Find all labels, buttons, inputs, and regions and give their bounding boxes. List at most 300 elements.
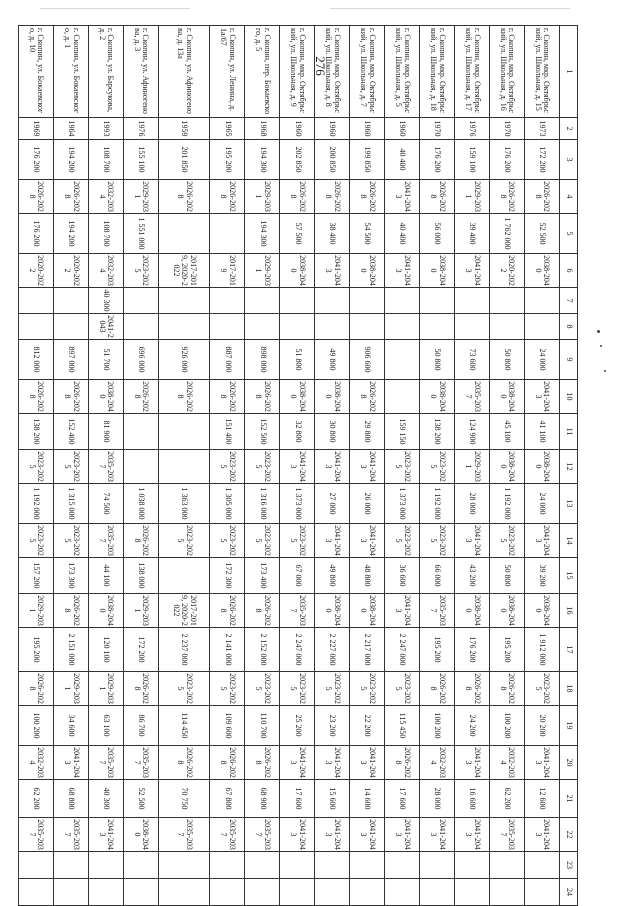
- table-cell: 40 400: [385, 140, 420, 180]
- table-cell: 110 700: [245, 706, 280, 746]
- table-cell: 2023-2025: [420, 524, 455, 558]
- table-cell: 2038-2040: [315, 380, 350, 414]
- table-cell: 2038-2040: [490, 380, 525, 414]
- table-cell: 2023-2025: [210, 450, 245, 484]
- table-cell: 62 200: [19, 780, 54, 818]
- table-row: [159, 26, 210, 906]
- table-cell: 86 700: [124, 706, 159, 746]
- table-cell: [525, 879, 560, 906]
- table-cell: 2038-2040: [89, 380, 124, 414]
- table-cell: [455, 879, 490, 906]
- table-cell: 2026-2028: [19, 380, 54, 414]
- table-cell: 2026-2028: [420, 180, 455, 214]
- table-cell: 100 200: [19, 706, 54, 746]
- table-cell: 2026-2028: [455, 672, 490, 706]
- table-cell: 1973: [525, 118, 560, 140]
- table-cell: 2029-2031: [89, 672, 124, 706]
- table-cell: 2041-2043: [315, 524, 350, 558]
- table-cell: 2023-2025: [124, 254, 159, 288]
- table-cell: 52 500: [124, 780, 159, 818]
- table-cell: [210, 852, 245, 879]
- table-cell: 1 912 000: [525, 628, 560, 672]
- table-cell: 1 192 000: [490, 484, 525, 524]
- table-cell: [159, 314, 210, 340]
- table-cell: 2041-2043: [455, 254, 490, 288]
- table-cell: 2017-2019: [210, 254, 245, 288]
- table-cell: 17 600: [385, 780, 420, 818]
- table-cell: 2026-2028: [315, 180, 350, 214]
- table-cell: 2035-2037: [280, 594, 315, 628]
- table-cell: 2038-2040: [525, 450, 560, 484]
- table-cell: 2041-2043: [89, 818, 124, 852]
- table-cell: 195 200: [420, 628, 455, 672]
- table-cell: [525, 288, 560, 314]
- table-cell: 2041-2043: [89, 314, 124, 340]
- table-cell: 34 600: [54, 706, 89, 746]
- table-cell: [385, 879, 420, 906]
- table-cell: 2026-2028: [210, 746, 245, 780]
- table-cell: 2026-2028: [54, 180, 89, 214]
- table-cell: 2029-2031: [124, 180, 159, 214]
- column-number-cell: 3: [560, 140, 578, 180]
- table-cell: 2041-2043: [420, 818, 455, 852]
- table-cell: 1960: [315, 118, 350, 140]
- table-cell: 108 700: [89, 140, 124, 180]
- table-cell: 2026-2028: [245, 594, 280, 628]
- table-cell: 2038-2040: [280, 254, 315, 288]
- table-cell: 2 217 000: [350, 628, 385, 672]
- table-cell: [455, 288, 490, 314]
- table-cell: 157 200: [19, 558, 54, 594]
- table-cell: [124, 288, 159, 314]
- table-cell: [350, 852, 385, 879]
- table-cell: [420, 852, 455, 879]
- column-number-cell: 14: [560, 524, 578, 558]
- table-cell: 28 000: [455, 484, 490, 524]
- table-cell: 1993: [89, 118, 124, 140]
- table-cell: 41 100: [525, 414, 560, 450]
- table-cell: 2032-2034: [420, 746, 455, 780]
- table-cell: 1 551 000: [124, 214, 159, 254]
- table-cell: 696 000: [124, 340, 159, 380]
- table-cell: 176 200: [455, 628, 490, 672]
- table-row: [89, 26, 124, 906]
- address-cell: г. Скопин, мкр. Октябрьский, ул. Школьная, д. 18: [420, 26, 455, 118]
- table-cell: 2 141 000: [210, 628, 245, 672]
- table-cell: 202 850: [280, 140, 315, 180]
- table-cell: [19, 314, 54, 340]
- table-cell: 52 500: [525, 214, 560, 254]
- table-cell: [210, 288, 245, 314]
- table-cell: [124, 879, 159, 906]
- address-cell: г. Скопин, мкр. Октябрьский, ул. Школьная, д. 16: [490, 26, 525, 118]
- table-cell: 50 800: [420, 340, 455, 380]
- table-cell: 49 800: [315, 340, 350, 380]
- table-cell: 2 227 000: [315, 628, 350, 672]
- table-cell: 138 200: [420, 414, 455, 450]
- table-row: [54, 26, 89, 906]
- table-cell: 2026-2028: [245, 746, 280, 780]
- table-cell: 40 400: [385, 214, 420, 254]
- table-cell: 2029-2031: [245, 180, 280, 214]
- table-cell: 2038-2040: [350, 254, 385, 288]
- table-cell: 2020-2022: [19, 254, 54, 288]
- table-cell: 194 200: [54, 140, 89, 180]
- table-cell: 40 300: [89, 780, 124, 818]
- table-cell: 176 200: [490, 140, 525, 180]
- column-number-cell: 6: [560, 254, 578, 288]
- table-cell: 2029-2031: [245, 254, 280, 288]
- table-cell: 67 000: [280, 558, 315, 594]
- table-cell: 1976: [455, 118, 490, 140]
- scan-speck: [604, 370, 606, 372]
- table-cell: [385, 380, 420, 414]
- table-cell: [124, 450, 159, 484]
- table-cell: 2026-2028: [385, 746, 420, 780]
- table-cell: 2026-2028: [210, 180, 245, 214]
- table-cell: 2023-2025: [385, 450, 420, 484]
- table-cell: [89, 879, 124, 906]
- table-cell: 2023-2025: [280, 524, 315, 558]
- table-cell: 906 600: [350, 340, 385, 380]
- table-cell: [19, 879, 54, 906]
- table-cell: 2023-2025: [315, 672, 350, 706]
- table-cell: [350, 314, 385, 340]
- table-cell: 152 400: [54, 414, 89, 450]
- table-cell: 155 100: [124, 140, 159, 180]
- table-cell: 2026-2028: [210, 380, 245, 414]
- table-cell: 2029-2031: [124, 594, 159, 628]
- table-cell: 2023-2025: [54, 524, 89, 558]
- table-cell: 1 192 000: [19, 484, 54, 524]
- table-cell: 2041-2043: [525, 746, 560, 780]
- table-cell: [420, 288, 455, 314]
- table-cell: [280, 288, 315, 314]
- table-cell: 2041-2043: [350, 818, 385, 852]
- table-cell: 66 000: [420, 558, 455, 594]
- table-cell: 1960: [280, 118, 315, 140]
- scan-edge-line: [40, 8, 190, 9]
- table-cell: 44 100: [89, 558, 124, 594]
- table-cell: 2026-2028: [210, 594, 245, 628]
- table-cell: 2041-2043: [525, 524, 560, 558]
- table-cell: 2041-2043: [385, 594, 420, 628]
- table-cell: [210, 314, 245, 340]
- table-cell: 29 800: [350, 414, 385, 450]
- table-cell: 62 200: [490, 780, 525, 818]
- table-cell: 2026-2028: [525, 180, 560, 214]
- rotated-table-container: [18, 25, 578, 896]
- table-cell: 2 247 000: [280, 628, 315, 672]
- table-cell: [420, 879, 455, 906]
- table-cell: 138 200: [19, 414, 54, 450]
- table-cell: 54 500: [350, 214, 385, 254]
- table-cell: 2023-2025: [385, 672, 420, 706]
- table-row: [210, 26, 245, 906]
- table-cell: [19, 852, 54, 879]
- table-cell: 1 315 000: [54, 484, 89, 524]
- table-cell: 176 200: [19, 214, 54, 254]
- table-cell: 2023-2025: [525, 672, 560, 706]
- table-row: [245, 26, 280, 906]
- table-cell: 195 200: [490, 628, 525, 672]
- table-cell: 2032-2034: [89, 180, 124, 214]
- table-cell: 195 200: [19, 628, 54, 672]
- table-cell: 2038-2040: [280, 380, 315, 414]
- column-number-cell: 4: [560, 180, 578, 214]
- table-cell: 159 150: [385, 414, 420, 450]
- table-cell: 23 200: [315, 706, 350, 746]
- column-number-cell: 15: [560, 558, 578, 594]
- table-cell: 63 100: [89, 706, 124, 746]
- table-cell: 2038-2040: [89, 594, 124, 628]
- table-cell: 2041-2043: [525, 818, 560, 852]
- table-cell: 100 200: [420, 706, 455, 746]
- table-cell: 897 000: [54, 340, 89, 380]
- table-cell: 2041-2043: [385, 180, 420, 214]
- table-cell: 887 000: [210, 340, 245, 380]
- table-cell: 12 600: [525, 780, 560, 818]
- table-cell: 2035-2037: [455, 380, 490, 414]
- table-cell: 2035-2037: [19, 818, 54, 852]
- table-cell: 2041-2043: [280, 746, 315, 780]
- table-cell: 926 000: [159, 340, 210, 380]
- table-cell: 17 600: [280, 780, 315, 818]
- scan-edge-line: [330, 8, 570, 9]
- table-cell: [245, 852, 280, 879]
- table-cell: 36 600: [385, 558, 420, 594]
- table-cell: [315, 852, 350, 879]
- address-cell: г. Скопин, мкр. Октябрьский, ул. Школьная, д. 17: [455, 26, 490, 118]
- table-cell: [245, 879, 280, 906]
- page-number: 276: [313, 56, 328, 76]
- table-cell: 2041-2043: [315, 818, 350, 852]
- table-cell: 27 000: [315, 484, 350, 524]
- column-number-cell: 16: [560, 594, 578, 628]
- column-number-cell: 21: [560, 780, 578, 818]
- table-row: [385, 26, 420, 906]
- table-cell: [385, 288, 420, 314]
- table-row: [490, 26, 525, 906]
- table-cell: 14 600: [350, 780, 385, 818]
- table-cell: 2041-2043: [350, 450, 385, 484]
- table-cell: [490, 879, 525, 906]
- table-cell: 1 305 000: [210, 484, 245, 524]
- table-cell: 39 200: [525, 558, 560, 594]
- table-cell: 2023-2025: [490, 524, 525, 558]
- table-cell: 812 000: [19, 340, 54, 380]
- table-row: [455, 26, 490, 906]
- table-cell: 2041-2043: [350, 746, 385, 780]
- table-cell: 2023-2025: [245, 672, 280, 706]
- table-cell: 2038-2040: [315, 594, 350, 628]
- table-cell: [350, 288, 385, 314]
- table-cell: 172 200: [124, 628, 159, 672]
- table-cell: 2026-2028: [245, 380, 280, 414]
- table-cell: 199 850: [350, 140, 385, 180]
- table-cell: 2023-2025: [385, 524, 420, 558]
- table-cell: 2026-2028: [420, 672, 455, 706]
- table-cell: 176 200: [420, 140, 455, 180]
- table-cell: 25 200: [280, 706, 315, 746]
- table-cell: 2026-2028: [19, 672, 54, 706]
- table-cell: 120 100: [89, 628, 124, 672]
- table-cell: 1 316 000: [245, 484, 280, 524]
- table-cell: [315, 879, 350, 906]
- column-number-cell: 5: [560, 214, 578, 254]
- table-cell: 2023-2025: [19, 524, 54, 558]
- table-cell: 2023-2025: [210, 524, 245, 558]
- table-cell: 1970: [420, 118, 455, 140]
- table-row: [350, 26, 385, 906]
- table-cell: [54, 852, 89, 879]
- table-cell: 2026-2028: [159, 380, 210, 414]
- table-cell: 898 000: [245, 340, 280, 380]
- column-number-row: [560, 26, 578, 906]
- table-cell: 30 800: [315, 414, 350, 450]
- table-cell: 2023-2025: [280, 672, 315, 706]
- table-cell: [245, 288, 280, 314]
- column-number-cell: 23: [560, 852, 578, 879]
- table-cell: 2026-2028: [19, 180, 54, 214]
- table-cell: 50 800: [490, 558, 525, 594]
- table-cell: 2038-2040: [420, 254, 455, 288]
- table-cell: 2038-2040: [124, 818, 159, 852]
- address-cell: г. Скопин, мкр. Октябрьский, ул. Школьная, д. 8: [315, 26, 350, 118]
- table-cell: [525, 852, 560, 879]
- table-cell: 2026-2028: [124, 672, 159, 706]
- address-cell: г. Скопин, ул. Бокаевского, д. 1: [54, 26, 89, 118]
- table-cell: 2041-2043: [54, 746, 89, 780]
- table-cell: 67 800: [210, 780, 245, 818]
- table-cell: 24 000: [525, 340, 560, 380]
- rotated-table-area: [18, 25, 578, 896]
- table-cell: 40 300: [89, 288, 124, 314]
- address-cell: г. Скопин, ул. Ленина, д. 1а/67: [210, 26, 245, 118]
- table-cell: 49 800: [315, 558, 350, 594]
- table-cell: 68 800: [54, 780, 89, 818]
- scan-speck: [600, 345, 602, 347]
- table-cell: [455, 314, 490, 340]
- table-cell: 26 000: [350, 484, 385, 524]
- table-cell: 1 762 000: [490, 214, 525, 254]
- table-cell: 2023-2025: [210, 672, 245, 706]
- table-cell: 2041-2043: [455, 818, 490, 852]
- table-cell: 2041-2043: [350, 524, 385, 558]
- table-cell: [89, 852, 124, 879]
- column-number-cell: 11: [560, 414, 578, 450]
- table-cell: 24 000: [525, 484, 560, 524]
- table-cell: 2035-2037: [159, 818, 210, 852]
- table-body: [19, 26, 578, 906]
- table-cell: 2023-2025: [350, 672, 385, 706]
- address-cell: г. Скопин, мкр. Октябрьский, ул. Школьная, д. 5: [385, 26, 420, 118]
- table-cell: 2035-2037: [89, 450, 124, 484]
- table-cell: 2038-2040: [490, 594, 525, 628]
- table-cell: 195 200: [210, 140, 245, 180]
- table-cell: 2041-2043: [455, 746, 490, 780]
- table-cell: [210, 214, 245, 254]
- table-cell: [350, 879, 385, 906]
- table-cell: [420, 314, 455, 340]
- table-cell: [54, 314, 89, 340]
- table-cell: [245, 314, 280, 340]
- table-cell: 115 450: [385, 706, 420, 746]
- table-cell: 1 373 000: [280, 484, 315, 524]
- table-cell: [124, 414, 159, 450]
- table-cell: 1960: [385, 118, 420, 140]
- table-cell: 2038-2040: [420, 380, 455, 414]
- table-cell: [159, 214, 210, 254]
- address-cell: г. Скопин, мкр. Октябрьский, ул. Школьная, д. 15: [525, 26, 560, 118]
- table-cell: 108 700: [89, 214, 124, 254]
- table-cell: 100 200: [490, 706, 525, 746]
- table-cell: 1968: [245, 118, 280, 140]
- table-cell: 2017-2019, 2020-2022: [159, 254, 210, 288]
- table-cell: 2035-2037: [210, 818, 245, 852]
- table-cell: 2026-2028: [490, 180, 525, 214]
- table-cell: [385, 314, 420, 340]
- table-cell: [315, 288, 350, 314]
- table-cell: 2 237 000: [159, 628, 210, 672]
- table-cell: 38 400: [315, 214, 350, 254]
- table-cell: [280, 852, 315, 879]
- table-cell: 1976: [124, 118, 159, 140]
- table-cell: 2017-2019, 2020-2022: [159, 594, 210, 628]
- table-cell: 114 450: [159, 706, 210, 746]
- table-cell: 15 600: [315, 780, 350, 818]
- table-cell: 2035-2037: [54, 818, 89, 852]
- repair-schedule-table: [18, 25, 578, 906]
- table-cell: 2026-2028: [350, 380, 385, 414]
- table-cell: 2032-2034: [89, 254, 124, 288]
- table-cell: 2038-2040: [525, 254, 560, 288]
- table-cell: 2038-2040: [455, 594, 490, 628]
- table-cell: 81 900: [89, 414, 124, 450]
- table-cell: 200 850: [315, 140, 350, 180]
- address-cell: г. Скопин, пер. Бокаевского, д. 5: [245, 26, 280, 118]
- table-cell: 2038-2040: [525, 594, 560, 628]
- table-cell: [54, 879, 89, 906]
- table-cell: 2032-2034: [490, 746, 525, 780]
- table-cell: 56 000: [420, 214, 455, 254]
- table-cell: 151 400: [210, 414, 245, 450]
- table-cell: 172 300: [210, 558, 245, 594]
- table-cell: 2041-2043: [385, 254, 420, 288]
- column-number-cell: 19: [560, 706, 578, 746]
- address-cell: г. Скопин, ул. Барсукова, д. 2: [89, 26, 124, 118]
- table-cell: 1 192 000: [420, 484, 455, 524]
- table-cell: 2041-2043: [455, 524, 490, 558]
- table-cell: 2038-2040: [350, 594, 385, 628]
- table-cell: 1965: [210, 118, 245, 140]
- address-cell: г. Скопин, ул. Афиногенова, д. 3: [124, 26, 159, 118]
- table-cell: 172 200: [525, 140, 560, 180]
- table-cell: 2029-2031: [455, 180, 490, 214]
- table-cell: 2035-2037: [124, 746, 159, 780]
- table-cell: 57 500: [280, 214, 315, 254]
- table-cell: [490, 314, 525, 340]
- table-cell: 2032-2034: [19, 746, 54, 780]
- table-cell: 68 900: [245, 780, 280, 818]
- table-cell: 2026-2028: [159, 180, 210, 214]
- table-cell: 51 800: [280, 340, 315, 380]
- table-cell: 2038-2040: [490, 450, 525, 484]
- table-cell: [280, 879, 315, 906]
- table-cell: [159, 414, 210, 450]
- column-number-cell: 24: [560, 879, 578, 906]
- table-cell: 2023-2025: [245, 450, 280, 484]
